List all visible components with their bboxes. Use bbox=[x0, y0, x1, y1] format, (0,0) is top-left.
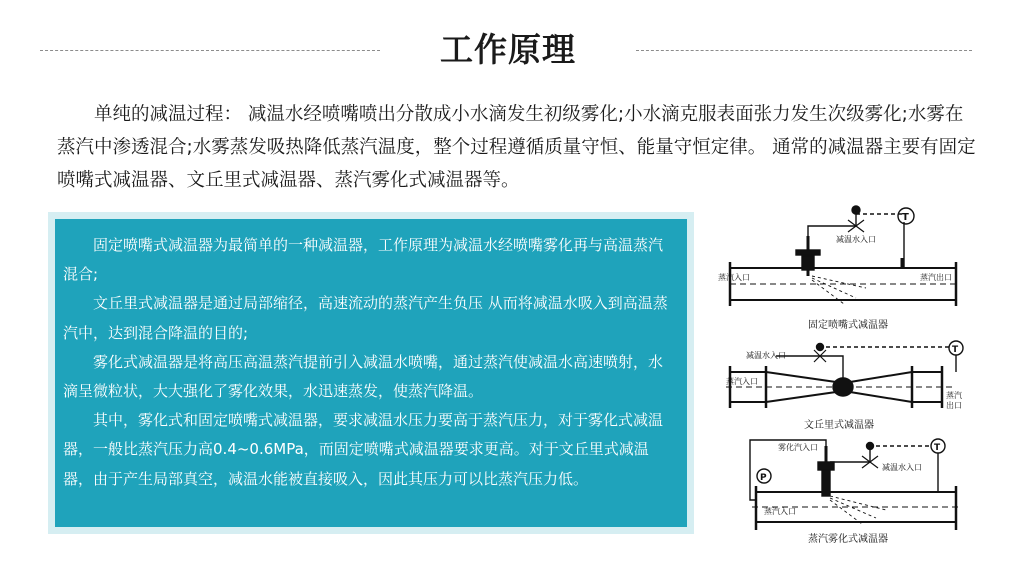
atomizing-diagram bbox=[750, 439, 960, 545]
venturi-steam-outlet-label-1: 蒸汽 bbox=[946, 391, 962, 400]
fixed-nozzle-water-inlet-label: 减温水入口 bbox=[836, 235, 876, 244]
venturi-diagram bbox=[726, 341, 963, 431]
desuperheater-types-panel bbox=[48, 212, 694, 534]
title-divider-right bbox=[636, 50, 972, 51]
atomizing-caption: 蒸汽雾化式减温器 bbox=[808, 534, 888, 545]
fixed-nozzle-caption: 固定喷嘴式减温器 bbox=[808, 320, 888, 331]
atomizing-main-steam-inlet-label: 蒸汽入口 bbox=[764, 507, 796, 516]
title-divider-left bbox=[40, 50, 380, 51]
fixed-nozzle-steam-inlet-label: 蒸汽入口 bbox=[718, 273, 750, 282]
intro-paragraph: 单纯的减温过程： 减温水经喷嘴喷出分散成小水滴发生初级雾化;小水滴克服表面张力发生次级雾化;水雾在蒸汽中渗透混合;水雾蒸发吸热降低蒸汽温度，整个过程遵循质量守恒、能量守恒定律。 通常的减温器主要有固定喷嘴式减温器、文丘里式减温器、蒸汽雾化式减温器等。 bbox=[57, 104, 976, 191]
venturi-steam-inlet-label: 蒸汽入口 bbox=[726, 377, 758, 386]
atomizing-gauge-t: T bbox=[934, 443, 941, 453]
fixed-nozzle-steam-outlet-label: 蒸汽出口 bbox=[920, 273, 952, 282]
desuperheater-diagrams bbox=[716, 200, 986, 560]
atomizing-gauge-p: P bbox=[760, 473, 767, 483]
venturi-caption: 文丘里式减温器 bbox=[804, 420, 874, 431]
venturi-gauge-t: T bbox=[952, 345, 959, 355]
page-title: 工作原理 bbox=[440, 30, 576, 69]
atomizing-steam-inlet-label: 雾化汽入口 bbox=[778, 443, 818, 452]
atomizing-water-inlet-label: 减温水入口 bbox=[882, 463, 922, 472]
panel-paragraph-pressure: 其中，雾化式和固定喷嘴式减温器，要求减温水压力要高于蒸汽压力，对于雾化式减温器，一般比蒸汽压力高0.4~0.6MPa，而固定喷嘴式减温器要求更高。对于文丘里式减温器，由于产生局部真空，减温水能被直接吸入，因此其压力可以比蒸汽压力低。 bbox=[63, 411, 664, 488]
venturi-water-inlet-label: 减温水入口 bbox=[746, 351, 786, 360]
panel-paragraph-venturi: 文丘里式减温器是通过局部缩径，高速流动的蒸汽产生负压 从而将减温水吸入到高温蒸汽中，达到混合降温的目的; bbox=[63, 294, 668, 342]
venturi-steam-outlet-label-2: 出口 bbox=[946, 401, 962, 410]
panel-paragraph-fixed-nozzle: 固定喷嘴式减温器为最简单的一种减温器，工作原理为减温水经喷嘴雾化再与高温蒸汽混合; bbox=[63, 236, 664, 284]
panel-paragraph-atomizing: 雾化式减温器是将高压高温蒸汽提前引入减温水喷嘴，通过蒸汽使减温水高速喷射，水滴呈微粒状，大大强化了雾化效果，水迅速蒸发，使蒸汽降温。 bbox=[63, 352, 664, 401]
fixed-nozzle-diagram bbox=[718, 206, 956, 331]
fixed-nozzle-gauge-t: T bbox=[902, 212, 909, 223]
